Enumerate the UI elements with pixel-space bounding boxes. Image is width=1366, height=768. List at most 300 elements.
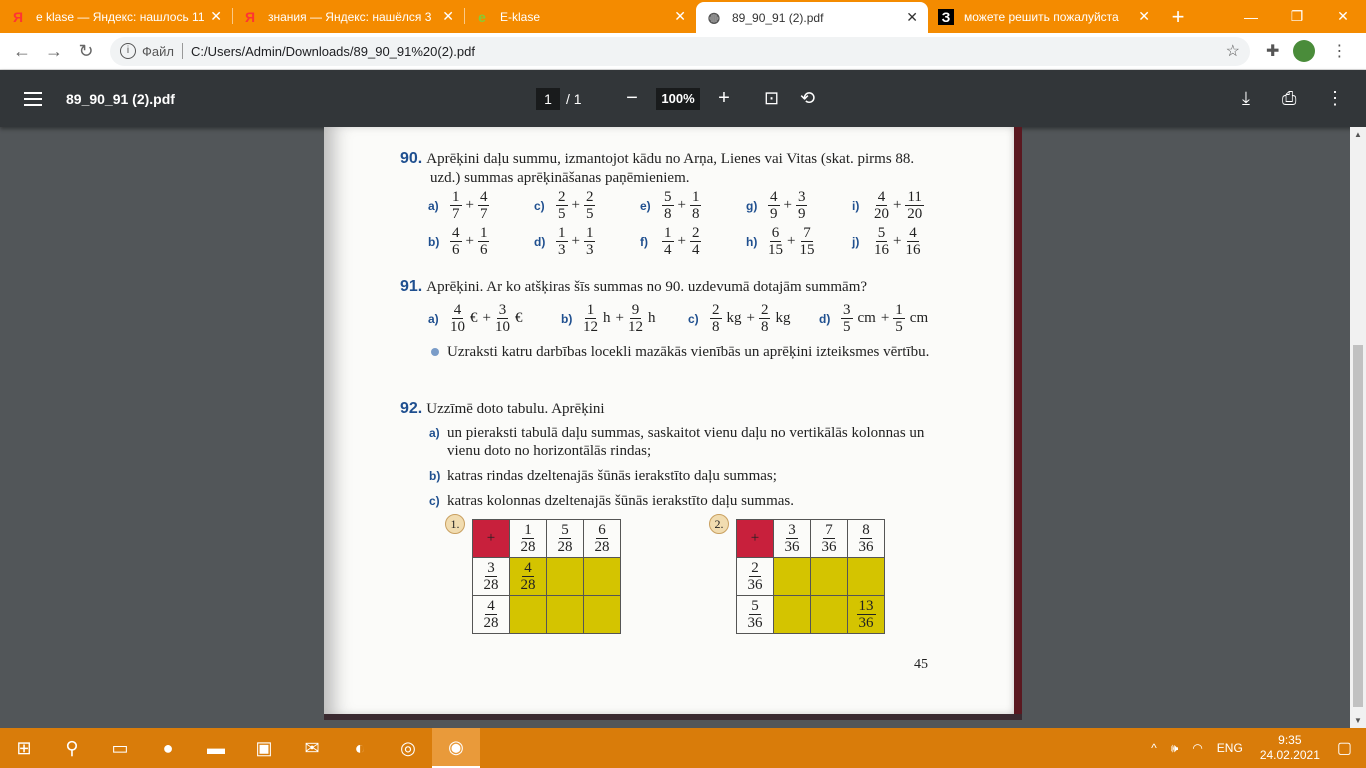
plus-sign: + [571, 233, 580, 249]
sum-item [746, 225, 852, 258]
tab-title: можете решить пожалуйста [964, 9, 1119, 24]
numerator: 5 [664, 189, 672, 205]
rotate-icon[interactable]: ⟲ [800, 88, 816, 108]
fraction [450, 225, 462, 258]
numerator: 4 [452, 225, 460, 241]
denominator: 15 [799, 242, 815, 258]
fit-page-icon[interactable]: ⊡ [764, 88, 780, 108]
numerator: 1 [524, 522, 532, 538]
fraction [558, 522, 573, 555]
row-header-cell [737, 596, 774, 634]
yandex-icon: Я [12, 8, 24, 25]
pdf-page [324, 127, 1022, 720]
sub-task-text: katras kolonnas dzeltenajās šūnās ierakstīto daļu summas. [447, 493, 794, 509]
system-tray [1144, 733, 1366, 763]
profile-avatar[interactable] [1293, 40, 1315, 62]
item-letter: b) [561, 311, 573, 326]
scheme-label: Файл [142, 43, 174, 59]
plus-sign: + [893, 197, 902, 213]
sum-item [534, 225, 640, 258]
numerator: 2 [691, 225, 700, 241]
column-header-cell [510, 520, 547, 558]
tray-chevron-icon[interactable]: ^ [1151, 741, 1157, 755]
numerator: 3 [487, 560, 495, 576]
numerator: 4 [909, 225, 917, 241]
item-letter: e) [640, 198, 651, 213]
denominator: 15 [768, 242, 783, 258]
numerator: 7 [803, 225, 811, 241]
info-icon[interactable]: i [120, 43, 136, 59]
item-letter: c) [534, 198, 545, 213]
yellow-cell [848, 596, 885, 634]
scroll-down-icon[interactable]: ▼ [1354, 716, 1362, 725]
yellow-cell [584, 558, 621, 596]
plus-sign: + [615, 310, 624, 326]
fraction [450, 302, 465, 335]
column-header-cell [584, 520, 621, 558]
denominator: 5 [895, 319, 903, 335]
item-letter: f) [640, 234, 648, 249]
table-row [737, 596, 885, 634]
fraction [893, 302, 905, 335]
back-icon[interactable]: ← [13, 40, 31, 61]
sub-task [429, 492, 935, 510]
fraction-row [428, 189, 958, 222]
divider [182, 43, 183, 59]
numerator: 3 [788, 522, 796, 538]
item-letter: h) [746, 234, 758, 249]
znanija-icon: З [938, 9, 954, 25]
fraction [859, 522, 874, 555]
denominator: 28 [520, 577, 536, 593]
exercise-number: 92. [400, 400, 423, 417]
fraction [521, 560, 536, 593]
unit: cm [857, 310, 876, 326]
yellow-cell [510, 558, 547, 596]
fraction [521, 522, 536, 555]
denominator: 8 [712, 319, 720, 335]
forward-icon[interactable]: → [45, 40, 63, 61]
row-header-cell [473, 558, 510, 596]
windows-start-icon[interactable]: ⊞ [16, 737, 32, 758]
item-letter: g) [746, 198, 758, 213]
column-header-cell [547, 520, 584, 558]
unit: kg [726, 310, 742, 326]
numerator: 1 [664, 225, 672, 241]
plus-sign: + [465, 233, 474, 249]
fraction [690, 189, 702, 222]
denominator: 4 [691, 242, 700, 258]
item-letter: c) [688, 311, 699, 326]
fraction [478, 225, 490, 258]
numerator: 4 [877, 189, 886, 205]
exercise-text: Uzzīmē doto tabulu. Aprēķini [426, 401, 605, 417]
table-number-badge: 2. [709, 514, 729, 534]
numerator: 5 [751, 598, 759, 614]
numerator: 2 [760, 302, 769, 318]
fraction [556, 189, 568, 222]
item-letter: i) [852, 198, 860, 213]
fraction [874, 225, 889, 258]
numerator: 6 [771, 225, 780, 241]
scrollbar-thumb[interactable] [1353, 345, 1363, 707]
sub-task-text: katras rindas dzeltenajās šūnās ierakstīto daļu summas; [447, 468, 777, 484]
globe-icon: ◍ [707, 9, 721, 25]
denominator: 8 [760, 319, 769, 335]
item-letter: c) [429, 494, 440, 508]
sub-task [429, 424, 935, 460]
wifi-icon[interactable]: ◠ [1192, 741, 1203, 755]
yellow-cell [774, 596, 811, 634]
sum-item [688, 302, 819, 335]
edge-icon[interactable]: ◐ [354, 737, 366, 758]
sum-item [561, 302, 688, 335]
item-letter: b) [428, 234, 440, 249]
alice-icon[interactable]: ● [162, 737, 174, 758]
close-tab-icon[interactable]: ✕ [442, 8, 454, 24]
numerator: 1 [895, 302, 903, 318]
mail-icon[interactable]: ✉ [304, 737, 320, 758]
denominator: 20 [907, 206, 923, 222]
numerator: 7 [825, 522, 833, 538]
fraction [748, 598, 763, 631]
denominator: 16 [905, 242, 921, 258]
denominator: 7 [479, 206, 488, 222]
tab-0[interactable] [0, 0, 232, 33]
numerator: 5 [561, 522, 569, 538]
numerator: 2 [585, 189, 594, 205]
yellow-cell [547, 596, 584, 634]
window-controls [1228, 0, 1366, 33]
fraction [905, 225, 920, 258]
language-indicator[interactable]: ENG [1216, 741, 1243, 755]
yellow-cell [774, 558, 811, 596]
tab-title: E-klase [500, 9, 541, 24]
volume-icon[interactable]: 🕪 [1170, 740, 1179, 755]
scroll-up-icon[interactable]: ▲ [1354, 130, 1362, 139]
numerator: 4 [524, 560, 532, 576]
omnibox[interactable] [110, 37, 1250, 66]
extensions-puzzle-icon[interactable]: ✚ [1266, 43, 1280, 60]
fraction [478, 189, 490, 222]
plus-sign: + [787, 233, 796, 249]
numerator: 3 [843, 302, 851, 318]
item-letter: d) [534, 234, 546, 249]
unit: h [603, 310, 611, 326]
sum-item [819, 302, 939, 335]
plus-sign: + [746, 310, 755, 326]
tab-title: e klase — Яндекс: нашлось 11 [36, 9, 205, 24]
task-view-icon[interactable]: ▭ [111, 737, 129, 758]
item-letter: b) [429, 469, 441, 483]
fraction-row [428, 225, 958, 258]
plus-sign: + [482, 310, 491, 326]
item-letter: a) [428, 198, 439, 213]
bullet-text: Uzraksti katru darbības locekli mazākās vienībās un aprēķini izteiksmes vērtību. [447, 344, 930, 360]
exercise-91-bullet [447, 343, 932, 361]
unit: kg [775, 310, 791, 326]
restore-button[interactable]: ❐ [1290, 8, 1304, 24]
fraction [495, 302, 510, 335]
fraction [822, 522, 837, 555]
yellow-cell [510, 596, 547, 634]
header-row [737, 520, 885, 558]
numerator: 4 [479, 189, 488, 205]
yellow-cell [811, 596, 848, 634]
yellow-cell [547, 558, 584, 596]
sum-item [746, 189, 852, 222]
fraction-row [428, 302, 939, 335]
numerator: 2 [712, 302, 720, 318]
date: 24.02.2021 [1259, 748, 1320, 762]
sum-item [428, 189, 534, 222]
close-tab-icon[interactable]: ✕ [674, 8, 686, 24]
page-input[interactable]: 1 [536, 88, 560, 110]
page-selector [536, 88, 582, 110]
item-letter: j) [852, 234, 860, 249]
column-header-cell [811, 520, 848, 558]
denominator: 4 [664, 242, 672, 258]
tab-1[interactable] [232, 0, 464, 33]
numerator: 3 [498, 302, 507, 318]
denominator: 9 [770, 206, 778, 222]
numerator: 4 [770, 189, 778, 205]
denominator: 5 [558, 206, 566, 222]
exercise-number: 91. [400, 278, 423, 295]
sum-table-1 [472, 519, 621, 634]
table-row [737, 558, 885, 596]
search-icon[interactable]: ⚲ [65, 737, 79, 758]
fraction [799, 225, 814, 258]
numerator: 8 [862, 522, 870, 538]
denominator: 28 [594, 539, 610, 555]
numerator: 2 [751, 560, 759, 576]
denominator: 12 [583, 319, 598, 335]
plus-sign: + [880, 310, 890, 326]
notifications-icon[interactable]: ▢ [1336, 740, 1352, 757]
store-icon[interactable]: ▣ [255, 737, 273, 758]
plus-sign: + [677, 197, 686, 213]
sum-item [640, 189, 746, 222]
zoom-out-icon[interactable]: − [626, 87, 638, 109]
clock[interactable] [1260, 733, 1320, 763]
denominator: 36 [858, 615, 874, 631]
numerator: 13 [858, 598, 874, 614]
plus-sign: + [571, 197, 580, 213]
print-icon[interactable]: ⎙ [1282, 88, 1297, 108]
plus-sign: + [893, 233, 902, 249]
sum-item [640, 225, 746, 258]
fraction [628, 302, 643, 335]
exercise-90 [400, 149, 930, 188]
zoom-level[interactable]: 100% [656, 88, 700, 110]
exercise-text: Aprēķini. Ar ko atšķiras šīs summas no 90. uzdevumā dotajām summām? [426, 279, 868, 295]
numerator: 6 [598, 522, 606, 538]
chrome-icon[interactable]: ◉ [432, 728, 480, 768]
yellow-cell [584, 596, 621, 634]
plus-cell: + [737, 520, 774, 558]
more-options-icon[interactable]: ⋮ [1326, 88, 1344, 108]
denominator: 36 [821, 539, 837, 555]
fraction [595, 522, 610, 555]
fraction [450, 189, 462, 222]
denominator: 10 [494, 319, 510, 335]
denominator: 3 [585, 242, 594, 258]
tab-2[interactable] [464, 0, 696, 33]
column-header-cell [848, 520, 885, 558]
numerator: 3 [797, 189, 806, 205]
fraction [748, 560, 763, 593]
tab-strip [0, 0, 1366, 33]
fraction [690, 225, 702, 258]
denominator: 20 [874, 206, 889, 222]
yandex-icon: Я [244, 8, 256, 25]
yellow-cell [811, 558, 848, 596]
plus-cell: + [473, 520, 510, 558]
sub-task [429, 467, 935, 485]
numerator: 4 [453, 302, 462, 318]
unit: € [514, 310, 523, 326]
fraction [857, 598, 876, 631]
address-bar-row [0, 33, 1366, 70]
sum-item [852, 189, 958, 222]
page-edge [1014, 127, 1022, 714]
fraction [759, 302, 771, 335]
denominator: 12 [627, 319, 643, 335]
sum-item [852, 225, 958, 258]
numerator: 1 [585, 225, 594, 241]
row-header-cell [473, 596, 510, 634]
denominator: 28 [483, 615, 499, 631]
hamburger-menu-icon[interactable] [24, 88, 42, 110]
fraction [874, 189, 889, 222]
denominator: 3 [558, 242, 566, 258]
close-tab-icon[interactable]: ✕ [210, 8, 222, 24]
close-tab-icon[interactable]: ✕ [1138, 8, 1150, 24]
time: 9:35 [1278, 733, 1302, 747]
sum-table-2 [736, 519, 885, 634]
new-tab-icon[interactable]: + [1171, 4, 1185, 29]
tab-4[interactable] [928, 0, 1160, 33]
sum-item [428, 225, 534, 258]
unit: cm [909, 310, 929, 326]
numerator: 9 [631, 302, 640, 318]
fraction [710, 302, 722, 335]
header-row [473, 520, 621, 558]
denominator: 6 [452, 242, 460, 258]
fraction [484, 598, 499, 631]
tab-title: знания — Яндекс: нашёлся 3 [268, 9, 432, 24]
sub-task-text: un pieraksti tabulā daļu summas, saskaitot vienu daļu no vertikālās kolonnas un vienu doto no horizontālās rindas; [447, 425, 925, 459]
denominator: 36 [784, 539, 800, 555]
fraction [662, 189, 674, 222]
denominator: 7 [452, 206, 460, 222]
taskbar [0, 728, 1366, 768]
fraction [584, 225, 596, 258]
table-number-badge: 1. [445, 514, 465, 534]
numerator: 2 [558, 189, 566, 205]
exercise-text: Aprēķini daļu summu, izmantojot kādu no Arņa, Lienes vai Vitas (skat. pirms 88. uzd.) summas aprēķināšanas paņēmieniem. [426, 151, 915, 186]
minimize-button[interactable]: — [1244, 8, 1258, 25]
close-window-button[interactable]: ✕ [1337, 8, 1349, 24]
fraction [785, 522, 800, 555]
plus-sign: + [465, 197, 474, 213]
tab-title: 89_90_91 (2).pdf [732, 10, 824, 25]
plus-sign: + [677, 233, 686, 249]
item-letter: d) [819, 311, 831, 326]
denominator: 16 [874, 242, 889, 258]
sum-item [428, 302, 561, 335]
page-number: 45 [914, 657, 928, 672]
fraction [583, 302, 598, 335]
bullet-icon [431, 348, 439, 356]
exercise-91 [400, 277, 940, 297]
fraction [768, 189, 780, 222]
column-header-cell [774, 520, 811, 558]
table-row [473, 596, 621, 634]
scrollbar[interactable] [1350, 127, 1366, 728]
browser-menu-icon[interactable]: ⋮ [1331, 43, 1348, 60]
eklase-icon: e [478, 8, 486, 25]
denominator: 6 [479, 242, 488, 258]
pdf-filename: 89_90_91 (2).pdf [66, 90, 175, 107]
sum-item [534, 189, 640, 222]
fraction [841, 302, 853, 335]
exercise-number: 90. [400, 150, 423, 167]
zoom-controls [620, 87, 736, 110]
app-icon[interactable]: ◎ [400, 737, 416, 758]
download-icon[interactable]: ⤓ [1242, 88, 1250, 108]
denominator: 8 [691, 206, 700, 222]
denominator: 5 [585, 206, 594, 222]
yellow-cell [848, 558, 885, 596]
fraction [796, 189, 808, 222]
numerator: 4 [487, 598, 495, 614]
exercise-92 [400, 399, 940, 419]
numerator: 11 [907, 189, 922, 205]
numerator: 1 [558, 225, 566, 241]
numerator: 5 [877, 225, 886, 241]
table-row [473, 558, 621, 596]
numerator: 1 [586, 302, 595, 318]
fraction [584, 189, 596, 222]
pdf-toolbar [0, 70, 1366, 127]
denominator: 28 [557, 539, 573, 555]
fraction [484, 560, 499, 593]
close-tab-icon[interactable]: ✕ [906, 9, 918, 25]
item-letter: a) [429, 426, 440, 440]
row-header-cell [737, 558, 774, 596]
url-text[interactable]: C:/Users/Admin/Downloads/89_90_91%20(2).pdf [190, 43, 475, 59]
plus-sign: + [783, 197, 792, 213]
page-total: / 1 [566, 90, 582, 107]
fraction [556, 225, 568, 258]
denominator: 36 [858, 539, 874, 555]
denominator: 36 [747, 577, 763, 593]
file-explorer-icon[interactable]: ▬ [207, 737, 225, 758]
numerator: 1 [479, 225, 488, 241]
zoom-in-icon[interactable]: + [718, 87, 730, 109]
denominator: 5 [843, 319, 851, 335]
bookmark-star-icon[interactable]: ☆ [1225, 43, 1240, 60]
denominator: 8 [664, 206, 672, 222]
denominator: 28 [483, 577, 499, 593]
tab-3[interactable] [696, 2, 928, 33]
denominator: 28 [520, 539, 536, 555]
reload-icon[interactable]: ↻ [78, 40, 94, 61]
fraction [905, 189, 923, 222]
numerator: 1 [452, 189, 460, 205]
